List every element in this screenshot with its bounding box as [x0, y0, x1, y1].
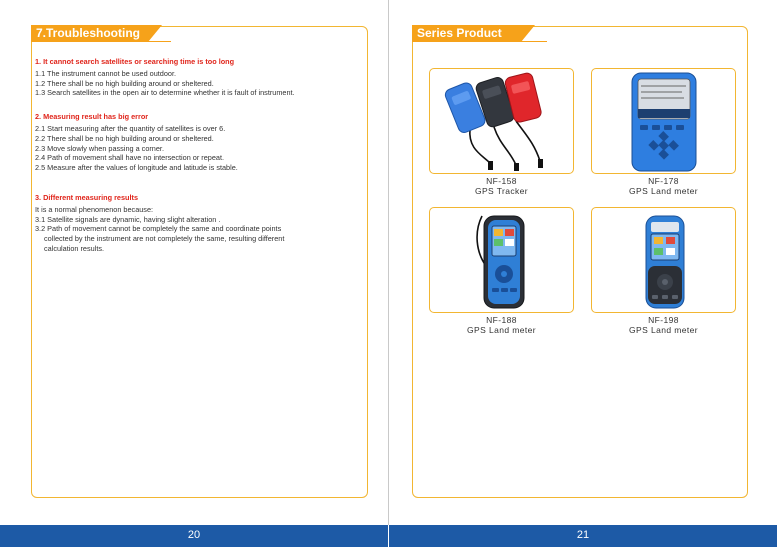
section-heading: 1. It cannot search satellites or searching time is too long: [35, 57, 235, 66]
body-intro-line: It is a normal phenomenon because:: [35, 204, 154, 214]
product-card-nf198: [591, 207, 736, 313]
product-name: GPS Tracker: [474, 185, 529, 196]
body-line: 2.1 Start measuring after the quantity of satellites is over 6.: [35, 123, 226, 133]
product-caption-nf178: [592, 177, 735, 196]
section-heading: 2. Measuring result has big error: [35, 112, 149, 122]
body-line: 2.2 There shall be no high building around or sheltered.: [35, 133, 214, 143]
trouble-section-1: [35, 57, 365, 98]
product-card-nf158: [429, 68, 574, 174]
gps-tracker-image: [430, 69, 573, 173]
section-tab-tail: [148, 25, 162, 42]
trouble-section-2: [35, 112, 365, 173]
body-line: calculation results.: [44, 243, 105, 253]
left-footer-bar: [0, 525, 388, 547]
body-line: 2.5 Measure after the values of longitude and latitude is stable.: [35, 163, 238, 173]
left-page: [0, 0, 388, 547]
product-caption-nf158: [430, 177, 573, 196]
product-model: NF-158: [486, 176, 517, 186]
product-caption-nf188: [430, 316, 573, 335]
body-line: 3.1 Satellite signals are dynamic, having slight alteration .: [35, 214, 221, 224]
product-model: NF-198: [648, 315, 679, 325]
page-number: 21: [576, 529, 590, 541]
section-heading: 3. Different measuring results: [35, 192, 138, 202]
product-name: GPS Land meter: [629, 324, 698, 335]
section-tab-rule: [31, 41, 171, 42]
gps-land-meter-image: [430, 208, 573, 312]
section-tab-tail: [521, 25, 535, 42]
product-model: NF-178: [648, 176, 679, 186]
body-line: 1.1 The instrument cannot be used outdoor.: [35, 68, 177, 78]
body-line: 2.3 Move slowly when passing a corner.: [35, 143, 164, 153]
body-line: 1.2 There shall be no high building around or sheltered.: [35, 78, 214, 88]
page-number: 20: [187, 529, 201, 541]
right-footer-bar: [389, 525, 777, 547]
product-name: GPS Land meter: [467, 324, 536, 335]
right-page: [389, 0, 777, 547]
body-line: 1.3 Search satellites in the open air to determine whether it is fault of instrument.: [35, 88, 295, 98]
trouble-section-3: [35, 193, 365, 254]
body-line: 3.2 Path of movement cannot be completely the same and coordinate points: [35, 224, 282, 234]
section-title-tab: 7.Troubleshooting: [31, 25, 148, 42]
product-caption-nf198: [592, 316, 735, 335]
product-model: NF-188: [486, 315, 517, 325]
gps-land-meter-image: [592, 69, 735, 173]
body-line: collected by the instrument are not completely the same, resulting different: [44, 234, 285, 244]
gps-land-meter-image: [592, 208, 735, 312]
product-card-nf188: [429, 207, 574, 313]
body-line: 2.4 Path of movement shall have no intersection or repeat.: [35, 153, 225, 163]
product-card-nf178: [591, 68, 736, 174]
section-title-tab: Series Product: [412, 25, 521, 42]
section-tab-rule: [412, 41, 547, 42]
troubleshooting-content: [35, 57, 365, 268]
product-name: GPS Land meter: [629, 185, 698, 196]
